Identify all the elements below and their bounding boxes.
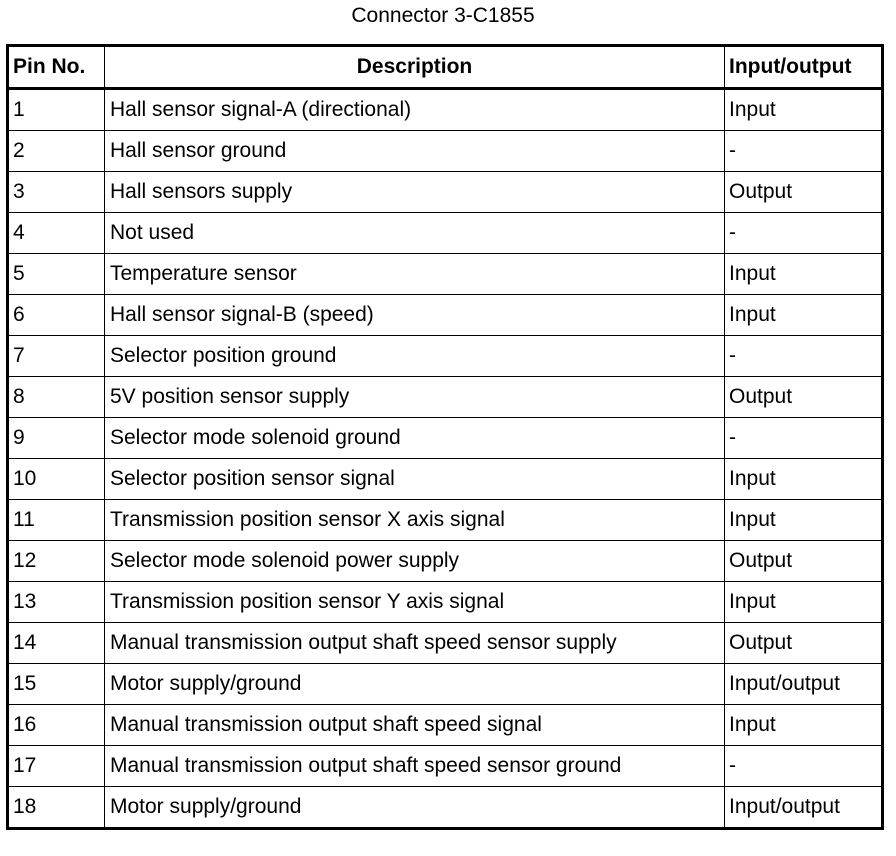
table-row — [8, 582, 883, 623]
table-row — [8, 89, 883, 131]
cell-description: Hall sensor signal-B (speed) — [105, 295, 725, 336]
cell-input-output: - — [725, 131, 883, 172]
cell-description: Selector position sensor signal — [105, 459, 725, 500]
cell-description: Manual transmission output shaft speed sensor ground — [105, 746, 725, 787]
cell-pin-no: 16 — [8, 705, 105, 746]
cell-description: Not used — [105, 213, 725, 254]
cell-pin-no: 2 — [8, 131, 105, 172]
header-description: Description — [105, 46, 725, 89]
cell-pin-no: 7 — [8, 336, 105, 377]
cell-input-output: Input/output — [725, 664, 883, 705]
cell-pin-no: 18 — [8, 787, 105, 829]
table-row — [8, 295, 883, 336]
cell-input-output: Input — [725, 459, 883, 500]
cell-input-output: Output — [725, 172, 883, 213]
table-row — [8, 459, 883, 500]
cell-pin-no: 8 — [8, 377, 105, 418]
cell-pin-no: 15 — [8, 664, 105, 705]
table-row — [8, 787, 883, 829]
cell-description: Hall sensor signal-A (directional) — [105, 89, 725, 131]
cell-pin-no: 4 — [8, 213, 105, 254]
cell-input-output: - — [725, 418, 883, 459]
cell-description: Transmission position sensor X axis signal — [105, 500, 725, 541]
cell-input-output: Input/output — [725, 787, 883, 829]
cell-pin-no: 1 — [8, 89, 105, 131]
cell-input-output: Output — [725, 623, 883, 664]
cell-pin-no: 6 — [8, 295, 105, 336]
table-row — [8, 254, 883, 295]
table-header-row — [8, 46, 883, 89]
cell-pin-no: 5 — [8, 254, 105, 295]
cell-input-output: Input — [725, 89, 883, 131]
table-row — [8, 336, 883, 377]
cell-description: Selector mode solenoid ground — [105, 418, 725, 459]
cell-input-output: - — [725, 336, 883, 377]
cell-pin-no: 9 — [8, 418, 105, 459]
table-row — [8, 500, 883, 541]
cell-input-output: Input — [725, 582, 883, 623]
cell-description: Selector mode solenoid power supply — [105, 541, 725, 582]
table-row — [8, 131, 883, 172]
cell-pin-no: 14 — [8, 623, 105, 664]
table-row — [8, 172, 883, 213]
cell-input-output: Input — [725, 254, 883, 295]
cell-pin-no: 3 — [8, 172, 105, 213]
cell-input-output: Input — [725, 705, 883, 746]
cell-pin-no: 11 — [8, 500, 105, 541]
cell-description: Selector position ground — [105, 336, 725, 377]
table-row — [8, 664, 883, 705]
header-pin-no: Pin No. — [8, 46, 105, 89]
header-input-output: Input/output — [725, 46, 883, 89]
table-row — [8, 418, 883, 459]
cell-description: Motor supply/ground — [105, 787, 725, 829]
table-row — [8, 746, 883, 787]
table-caption: Connector 3-C1855 — [351, 4, 535, 27]
cell-input-output: Output — [725, 377, 883, 418]
cell-pin-no: 13 — [8, 582, 105, 623]
table-row — [8, 541, 883, 582]
cell-description: Motor supply/ground — [105, 664, 725, 705]
table-row — [8, 377, 883, 418]
cell-description: Manual transmission output shaft speed signal — [105, 705, 725, 746]
cell-input-output: Input — [725, 295, 883, 336]
cell-description: Hall sensors supply — [105, 172, 725, 213]
cell-description: 5V position sensor supply — [105, 377, 725, 418]
cell-description: Temperature sensor — [105, 254, 725, 295]
cell-input-output: Output — [725, 541, 883, 582]
cell-description: Transmission position sensor Y axis signal — [105, 582, 725, 623]
cell-description: Manual transmission output shaft speed sensor supply — [105, 623, 725, 664]
cell-input-output: Input — [725, 500, 883, 541]
table-row — [8, 213, 883, 254]
pin-table — [6, 44, 884, 830]
cell-pin-no: 12 — [8, 541, 105, 582]
cell-pin-no: 10 — [8, 459, 105, 500]
cell-description: Hall sensor ground — [105, 131, 725, 172]
cell-input-output: - — [725, 213, 883, 254]
cell-pin-no: 17 — [8, 746, 105, 787]
cell-input-output: - — [725, 746, 883, 787]
table-row — [8, 623, 883, 664]
table-row — [8, 705, 883, 746]
